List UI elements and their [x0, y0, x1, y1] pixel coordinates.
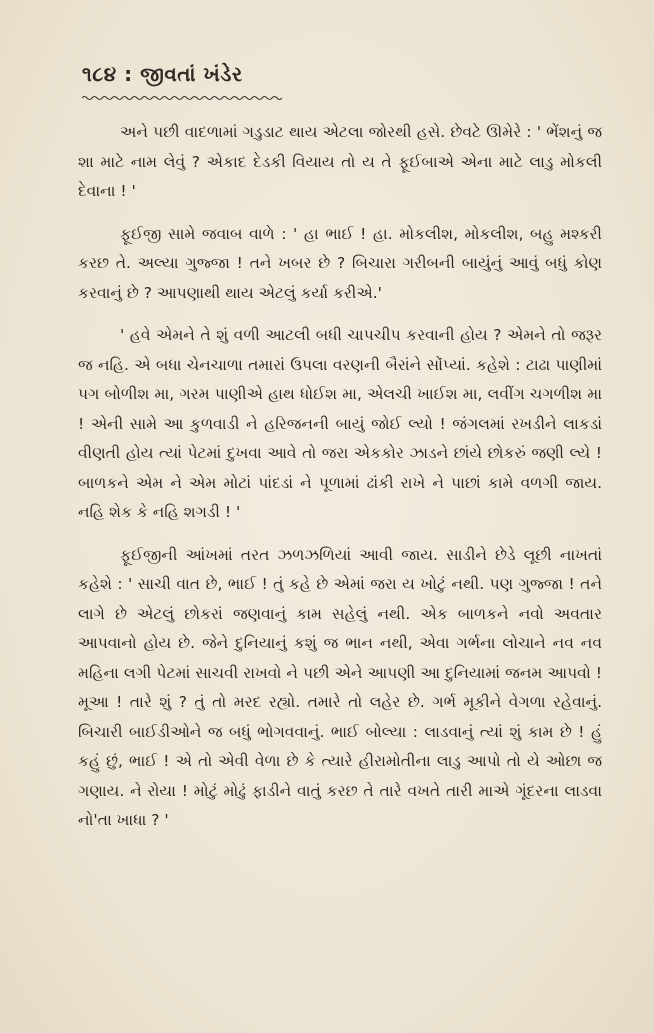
- body-text: [78, 118, 602, 849]
- paragraph-4: ફૂઈજીની આંખમાં તરત ઝળઝળિયાં આવી જાય. સાડીને છેડે લૂછી નાખતાં કહેશે : ' સાચી વાત છે, ભાઈ ! તું કહે છે એમાં જરા ય ખોટું નથી. પણ ગુજ્જા ! તને લાગે છે એટલું છોકરાં જણવાનું કામ સહેલું નથી. એક બાળકને નવો અવતાર આપવાનો હોય છે. જેને દુનિયાનું કશું જ ભાન નથી, એવા ગર્ભના લોચાને નવ નવ મહિના લગી પેટમાં સાચવી રાખવો ને પછી એને આપણી આ દુનિયામાં જનમ આપવો ! મૂઆ ! તારે શું ? તું તો મરદ રહ્યો. તમારે તો લહેર છે. ગર્ભ મૂકીને વેગળા રહેવાનું. બિચારી બાઈડીઓને જ બધું ભોગવવાનું. ભાઈ બોલ્યા : લાડવાનું ત્યાં શું કામ છે ! હું કહું છું, ભાઈ ! એ તો એવી વેળા છે કે ત્યારે હીરામોતીના લાડુ આપો તો યે ઓછા જ ગણાય. ને રોયા ! મોટું મોઢું ફાડીને વાતું કરછ તે તારે વખતે તારી માએ ગૂંદરના લાડવા નો'તા ખાધા ? ': [78, 545, 602, 829]
- page-header-title: ૧૮૪ : જીવતાં ખંડેર: [82, 62, 243, 86]
- wavy-underline: [82, 95, 282, 101]
- paragraph-3: ' હવે એમને તે શું વળી આટલી બધી ચાપચીપ કરવાની હોય ? એમને તો જરૂર જ નહિ. એ બધા ચેનચાળા તમારાં ઉપલા વરણની બૈરાંને સોંપ્યાં. કહેશે : ટાઢા પાણીમાં પગ બોળીશ મા, ગરમ પાણીએ હાથ ધોઈશ મા, એલચી ખાઈશ મા, લવીંગ ચગળીશ મા ! એની સામે આ કુળવાડી ને હરિજનની બાયું જોઈ લ્યો ! જંગલમાં રખડીને લાકડાં વીણતી હોય ત્યાં પેટમાં દુખવા આવે તો જરા એકકોર ઝાડને છાંયે છોકરું જણી લ્યે ! બાળકને એમ ને એમ મોટાં પાંદડાં ને પૂળામાં ઢાંકી રાખે ને પાછાં કામે વળગી જાય. નહિ શેક કે નહિ શગડી ! ': [78, 326, 602, 521]
- paragraph-1: અને પછી વાદળામાં ગડુડાટ થાય એટલા જોરથી હસે. છેવટે ઊમેરે : ' ભેંશનું જ શા માટે નામ લેવું ? એકાદ દેડકી વિયાય તો ય તે ફૂઈબાએ એના માટે લાડુ મોકલી દેવાના ! ': [78, 123, 602, 200]
- running-header: [82, 62, 302, 105]
- paragraph-2: ફૂઈજી સામે જવાબ વાળે : ' હા ભાઈ ! હા. મોકલીશ, મોકલીશ, બહુ મશ્કરી કરછ તે. અલ્યા ગુજ્જા ! તને ખબર છે ? બિચારા ગરીબની બાયુંનું આવું બધું કોણ કરવાનું છે ? આપણાથી થાય એટલું કર્યા કરીએ.': [78, 224, 602, 302]
